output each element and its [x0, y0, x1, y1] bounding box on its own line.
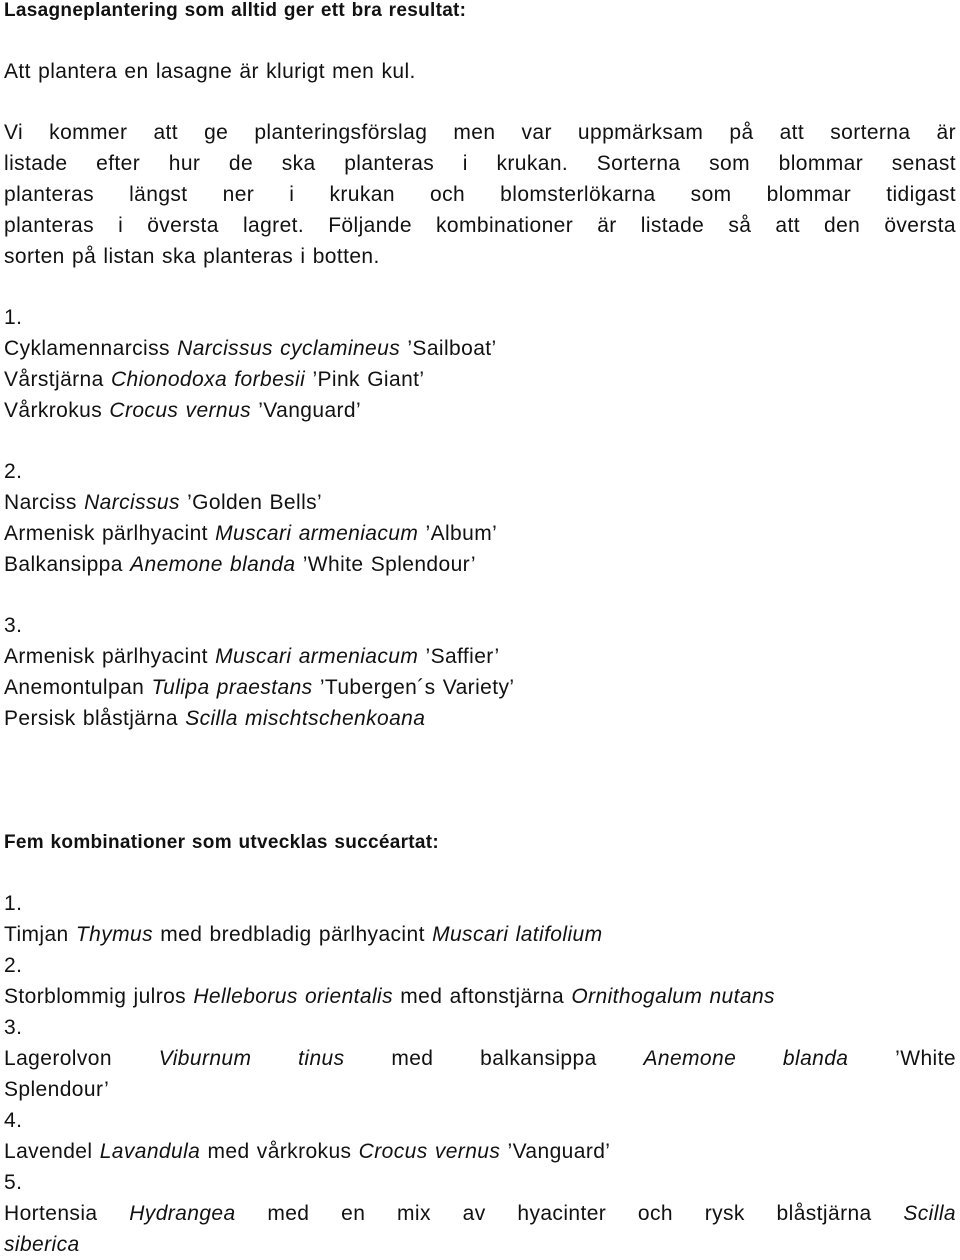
- variety-name: ’White: [895, 1047, 956, 1070]
- combo-number: 3.: [4, 1016, 23, 1039]
- latin-name: Hydrangea: [129, 1202, 236, 1225]
- latin-name: Scilla: [903, 1202, 956, 1225]
- list-item: [4, 365, 956, 395]
- latin-name: Muscari latifolium: [432, 923, 603, 946]
- latin-name: Anemone blanda: [130, 553, 296, 576]
- combo-line: [4, 982, 956, 1012]
- list-item: [4, 673, 956, 703]
- common-name: balkansippa: [480, 1047, 597, 1070]
- section-heading: Lasagneplantering som alltid ger ett bra resultat:: [4, 0, 467, 21]
- variety-name: ’Tubergen´s Variety’: [319, 676, 515, 699]
- list-item: [4, 519, 956, 549]
- latin-name: Helleborus orientalis: [193, 985, 394, 1008]
- combo-line: [4, 920, 956, 950]
- common-name: Vårstjärna: [4, 368, 104, 391]
- connector-word: med: [400, 985, 443, 1008]
- latin-name: Crocus vernus: [358, 1140, 501, 1163]
- section-heading: Fem kombinationer som utvecklas succéartat:: [4, 832, 440, 853]
- group-number: 1.: [4, 306, 23, 329]
- combo-number: 4.: [4, 1109, 23, 1132]
- variety-name: ’Vanguard’: [507, 1140, 611, 1163]
- latin-name: Muscari armeniacum: [215, 645, 419, 668]
- combo-line-continued: [4, 1230, 956, 1260]
- variety-name: ’White Splendour’: [302, 553, 476, 576]
- variety-name: ’Sailboat’: [407, 337, 497, 360]
- latin-name: Thymus: [75, 923, 153, 946]
- common-name: Storblommig julros: [4, 985, 187, 1008]
- combo-number: 1.: [4, 892, 23, 915]
- intro-line: Att plantera en lasagne är klurigt men kul.: [4, 60, 416, 83]
- connector-word: med: [391, 1047, 434, 1070]
- common-name: Armenisk pärlhyacint: [4, 645, 208, 668]
- variety-name: ’Golden Bells’: [187, 491, 323, 514]
- common-name: vårkrokus: [256, 1140, 352, 1163]
- latin-name: Crocus vernus: [109, 399, 251, 422]
- list-item: [4, 396, 956, 426]
- common-name: bredbladig pärlhyacint: [209, 923, 425, 946]
- paragraph-line: Vi kommer att ge planteringsförslag men var uppmärksam på att sorterna är: [4, 121, 956, 144]
- paragraph-line: planteras längst ner i krukan och blomsterlökarna som blommar tidigast: [4, 183, 956, 206]
- combo-line: [4, 1044, 956, 1074]
- paragraph-line: planteras i översta lagret. Följande kombinationer är listade så att den översta: [4, 214, 956, 237]
- latin-name: Chionodoxa forbesii: [110, 368, 306, 391]
- latin-name: siberica: [4, 1233, 80, 1256]
- list-item: [4, 704, 956, 734]
- variety-name: ’Pink Giant’: [312, 368, 425, 391]
- list-item: [4, 334, 956, 364]
- common-name: Armenisk pärlhyacint: [4, 522, 208, 545]
- connector-word: med: [267, 1202, 310, 1225]
- list-item: [4, 642, 956, 672]
- group-number: 2.: [4, 460, 23, 483]
- common-name: Cyklamennarciss: [4, 337, 170, 360]
- latin-name: Anemone blanda: [643, 1047, 849, 1070]
- common-name: Hortensia: [4, 1202, 98, 1225]
- connector-word: med: [160, 923, 203, 946]
- common-name: Lagerolvon: [4, 1047, 112, 1070]
- common-name: Narciss: [4, 491, 77, 514]
- latin-name: Narcissus cyclamineus: [177, 337, 401, 360]
- variety-name: ’Saffier’: [425, 645, 500, 668]
- latin-name: Scilla mischtschenkoana: [185, 707, 426, 730]
- latin-name: Lavandula: [99, 1140, 201, 1163]
- latin-name: Narcissus: [84, 491, 180, 514]
- combo-number: 5.: [4, 1171, 23, 1194]
- connector-word: med: [207, 1140, 250, 1163]
- common-name: aftonstjärna: [449, 985, 565, 1008]
- paragraph-line: listade efter hur de ska planteras i krukan. Sorterna som blommar senast: [4, 152, 956, 175]
- variety-name: ’Vanguard’: [258, 399, 362, 422]
- common-name: Vårkrokus: [4, 399, 103, 422]
- common-name: en mix av hyacinter och rysk blåstjärna: [341, 1202, 872, 1225]
- common-name: Persisk blåstjärna: [4, 707, 178, 730]
- latin-name: Ornithogalum nutans: [571, 985, 775, 1008]
- common-name: Timjan: [4, 923, 69, 946]
- variety-name: ’Album’: [425, 522, 498, 545]
- latin-name: Viburnum tinus: [158, 1047, 345, 1070]
- list-item: [4, 488, 956, 518]
- combo-number: 2.: [4, 954, 23, 977]
- latin-name: Muscari armeniacum: [215, 522, 419, 545]
- group-number: 3.: [4, 614, 23, 637]
- combo-line-continued: Splendour’: [4, 1078, 110, 1101]
- combo-line: [4, 1199, 956, 1229]
- list-item: [4, 550, 956, 580]
- combo-line: [4, 1137, 956, 1167]
- common-name: Anemontulpan: [4, 676, 145, 699]
- latin-name: Tulipa praestans: [151, 676, 313, 699]
- paragraph-line: sorten på listan ska planteras i botten.: [4, 245, 380, 268]
- common-name: Lavendel: [4, 1140, 93, 1163]
- common-name: Balkansippa: [4, 553, 123, 576]
